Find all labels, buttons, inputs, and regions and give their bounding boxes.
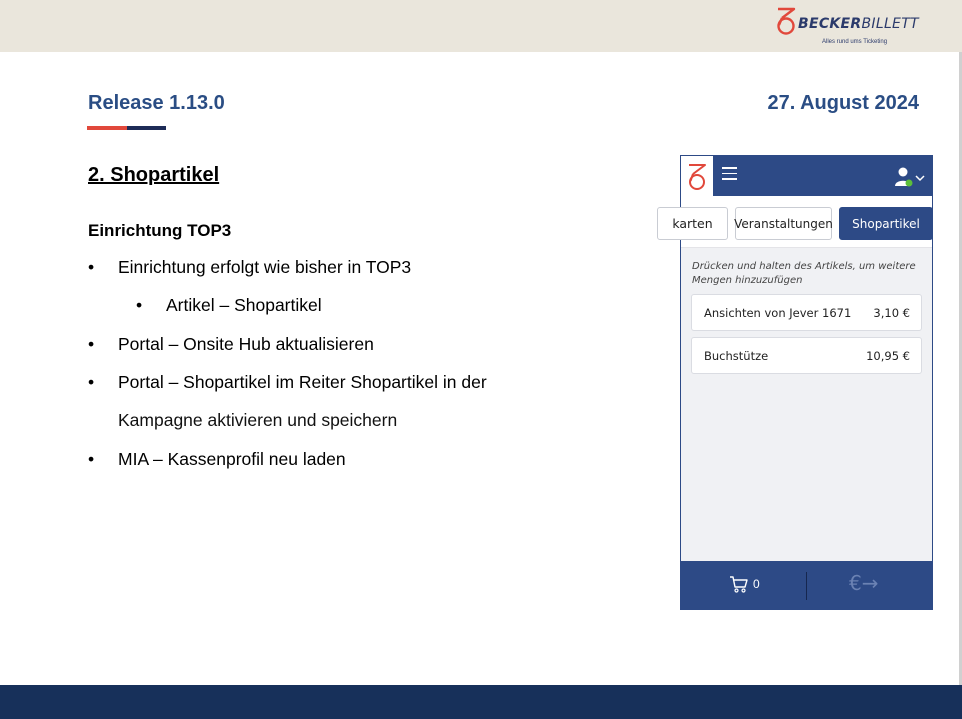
bullet-continuation: Kampagne aktivieren und speichern (118, 410, 398, 430)
cart-count: 0 (753, 577, 760, 591)
app-header (681, 156, 932, 196)
app-screenshot (672, 155, 933, 610)
tab-veranstaltungen[interactable]: Veranstaltungen (735, 207, 832, 240)
brand-tagline: Alles rund ums Ticketing (822, 39, 888, 45)
release-date: 27. August 2024 (767, 92, 919, 114)
bullet-marker: • (88, 372, 95, 392)
pay-button[interactable]: €→ (849, 571, 879, 595)
bullet-marker: • (88, 257, 95, 277)
bullet-text: Portal – Shopartikel im Reiter Shopartikel in der (118, 372, 487, 392)
menu-icon[interactable] (722, 167, 737, 181)
tab-shopartikel[interactable]: Shopartikel (839, 207, 933, 240)
bullet-marker: • (88, 334, 95, 354)
user-icon (895, 166, 915, 188)
brand-name-light: BILLETT (861, 16, 919, 32)
bullet-text: Artikel – Shopartikel (166, 295, 322, 315)
title-rule-red (87, 126, 127, 130)
bullet-text: Einrichtung erfolgt wie bisher in TOP3 (118, 257, 412, 277)
item-name: Buchstütze (704, 349, 769, 363)
brand-wordmark (798, 16, 919, 32)
chevron-down-icon (915, 174, 925, 182)
bullet-marker: • (88, 449, 95, 469)
item-price: 10,95 € (866, 349, 910, 363)
cart-icon[interactable] (729, 576, 749, 593)
hint-text: Drücken und halten des Artikels, um weitere Mengen hinzuzufügen (692, 261, 916, 286)
brand-logo (772, 4, 942, 50)
app-footer (681, 561, 932, 610)
tab-bar (672, 196, 932, 248)
item-price: 3,10 € (873, 306, 910, 320)
title-rule-navy (127, 126, 166, 130)
bottom-band (0, 685, 962, 719)
shop-item[interactable] (691, 294, 922, 331)
bullet-text: MIA – Kassenprofil neu laden (118, 449, 346, 469)
bullet-marker: • (136, 295, 143, 315)
app-logo[interactable] (681, 156, 713, 196)
tab-karten[interactable]: karten (657, 207, 728, 240)
user-menu[interactable] (895, 166, 925, 188)
section-title: 2. Shopartikel (88, 164, 220, 186)
item-name: Ansichten von Jever 1671 (704, 306, 852, 320)
footer-divider (806, 572, 807, 600)
shop-item[interactable] (691, 337, 922, 374)
brand-logo-icon (774, 6, 798, 36)
bullet-text: Portal – Onsite Hub aktualisieren (118, 334, 374, 354)
brand-logo-icon (681, 156, 713, 196)
release-title: Release 1.13.0 (88, 92, 225, 114)
brand-name-bold: BECKER (798, 16, 862, 32)
subheading: Einrichtung TOP3 (88, 221, 232, 240)
